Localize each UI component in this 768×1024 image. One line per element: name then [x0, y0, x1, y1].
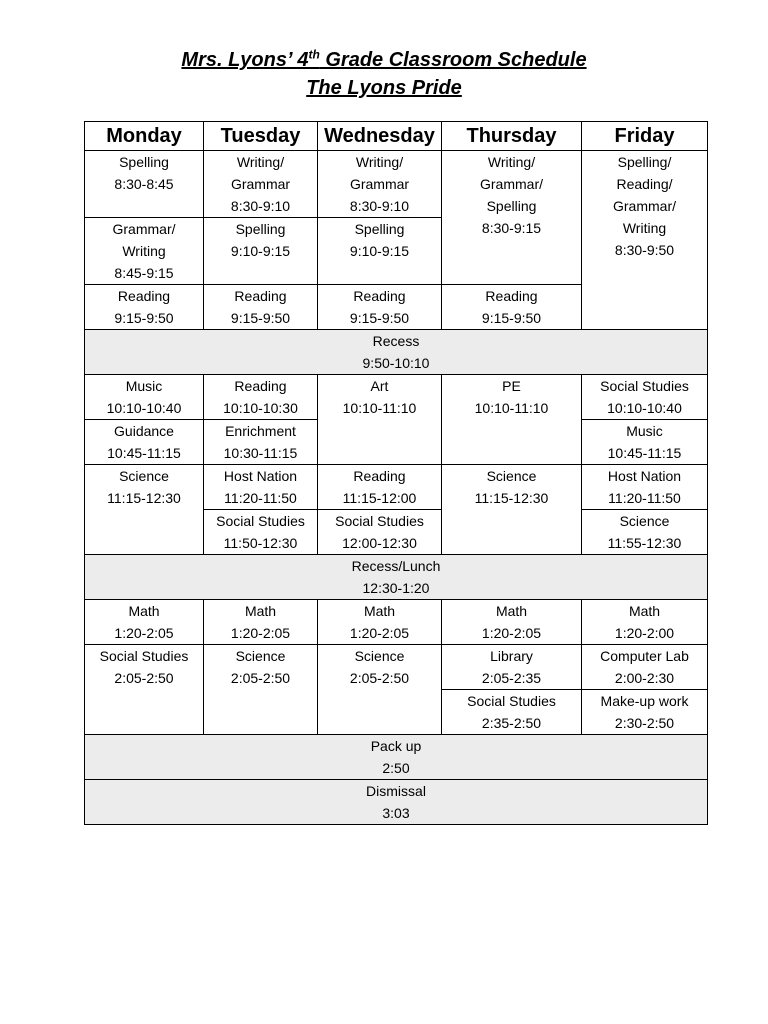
cell-text: 9:10-9:15 — [349, 243, 410, 259]
cell-text: 2:05-2:50 — [349, 670, 410, 686]
cell-text: Grammar/ — [613, 198, 676, 214]
cell-text: 11:55-12:30 — [607, 535, 682, 551]
friday-social-studies-cell — [582, 375, 708, 420]
subject-label: Social Studies — [600, 378, 689, 394]
recess-cell — [85, 330, 708, 375]
cell-text: 10:10-10:30 — [223, 400, 298, 416]
cell-text: 1:20-2:05 — [114, 625, 174, 641]
tuesday-host-nation-cell — [204, 465, 318, 510]
header-row — [85, 122, 708, 151]
subject-label: Math — [628, 603, 661, 619]
cell-text: 10:10-10:40 — [607, 400, 682, 416]
table-row — [85, 465, 708, 510]
page-subtitle: The Lyons Pride — [306, 77, 462, 99]
subject-label: Science — [354, 648, 405, 664]
thursday-reading-cell — [442, 285, 582, 330]
cell-text: 2:05-2:35 — [481, 670, 542, 686]
cell-text: 8:30-9:10 — [230, 198, 291, 214]
table-row — [85, 780, 708, 825]
thursday-library-cell — [442, 645, 582, 690]
cell-text: 12:30-1:20 — [362, 580, 430, 596]
table-row — [85, 555, 708, 600]
cell-text: 11:50-12:30 — [223, 535, 298, 551]
cell-text: Spelling — [486, 198, 537, 214]
subject-label: Social Studies — [216, 513, 305, 529]
cell-text: 11:15-12:00 — [342, 490, 417, 506]
schedule-table — [84, 121, 708, 825]
cell-text: 10:10-11:10 — [474, 400, 549, 416]
pack-up-cell — [85, 735, 708, 780]
table-row — [85, 151, 708, 218]
subject-label: Reading — [117, 288, 171, 304]
thursday-math-cell — [442, 600, 582, 645]
cell-text: 9:15-9:50 — [481, 310, 542, 326]
subject-label: Spelling — [119, 154, 169, 170]
subject-label: Reading — [485, 288, 538, 304]
subject-label: Recess — [372, 333, 420, 349]
monday-math-cell — [85, 600, 204, 645]
tuesday-social-studies-cell — [204, 510, 318, 555]
wednesday-spelling-cell — [318, 218, 442, 285]
cell-text: 9:15-9:50 — [230, 310, 291, 326]
monday-music-cell — [85, 375, 204, 420]
table-row — [85, 600, 708, 645]
cell-text: Writing — [622, 220, 667, 236]
cell-text: 2:35-2:50 — [481, 715, 542, 731]
subject-label: Reading — [353, 288, 406, 304]
friday-host-nation-cell — [582, 465, 708, 510]
wednesday-reading-midday-cell — [318, 465, 442, 510]
cell-text: 8:45-9:15 — [114, 265, 174, 281]
cell-text: 8:30-9:15 — [481, 220, 542, 236]
subject-label: Reading — [353, 468, 406, 484]
cell-text: 1:20-2:05 — [230, 625, 291, 641]
cell-text: 10:10-11:10 — [342, 400, 417, 416]
subject-label: Art — [370, 378, 389, 394]
subject-label: Computer Lab — [600, 648, 689, 664]
subject-label: Science — [619, 513, 670, 529]
subject-label: Music — [626, 423, 663, 439]
tuesday-reading-cell — [204, 285, 318, 330]
title-prefix: Mrs. Lyons’ 4 — [181, 49, 309, 71]
monday-reading-cell — [85, 285, 204, 330]
subject-label: Science — [486, 468, 537, 484]
subject-label: Writing/ — [355, 154, 404, 170]
header-wednesday: Wednesday — [318, 122, 442, 151]
subject-label: Guidance — [114, 423, 174, 439]
cell-text: 2:30-2:50 — [614, 715, 675, 731]
title-block — [0, 46, 768, 102]
subject-label: Music — [125, 378, 163, 394]
subject-label: Science — [235, 648, 286, 664]
thursday-pe-cell — [442, 375, 582, 465]
cell-text: 2:05-2:50 — [230, 670, 291, 686]
friday-science-cell — [582, 510, 708, 555]
table-row — [85, 735, 708, 780]
subject-label: Spelling/ — [617, 154, 672, 170]
cell-text: 9:10-9:15 — [230, 243, 291, 259]
cell-text: 9:15-9:50 — [349, 310, 410, 326]
monday-grammar-cell — [85, 218, 204, 285]
thursday-social-studies-cell — [442, 690, 582, 735]
table-row — [85, 330, 708, 375]
header-friday: Friday — [582, 122, 708, 151]
title-suffix: Grade Classroom Schedule — [319, 49, 587, 71]
friday-computer-lab-cell — [582, 645, 708, 690]
subject-label: Math — [244, 603, 277, 619]
tuesday-reading-morning-cell — [204, 375, 318, 420]
subject-label: Social Studies — [467, 693, 556, 709]
cell-text: Reading/ — [616, 176, 673, 192]
tuesday-science-cell — [204, 645, 318, 735]
subject-label: Host Nation — [607, 468, 682, 484]
cell-text: Grammar — [230, 176, 291, 192]
tuesday-enrichment-cell — [204, 420, 318, 465]
friday-math-cell — [582, 600, 708, 645]
wednesday-reading-cell — [318, 285, 442, 330]
cell-text: 11:15-12:30 — [107, 490, 181, 506]
subject-label: Math — [363, 603, 396, 619]
cell-text: 10:10-10:40 — [106, 400, 182, 416]
cell-text: 8:30-9:50 — [614, 242, 675, 258]
subject-label: Math — [128, 603, 160, 619]
cell-text: 11:20-11:50 — [224, 490, 297, 506]
subject-label: PE — [502, 378, 521, 394]
header-thursday: Thursday — [442, 122, 582, 151]
subject-label: Writing/ — [487, 154, 536, 170]
dismissal-cell — [85, 780, 708, 825]
wednesday-science-cell — [318, 645, 442, 735]
monday-spelling-cell — [85, 151, 204, 218]
friday-music-cell — [582, 420, 708, 465]
thursday-science-cell — [442, 465, 582, 555]
table-row — [85, 645, 708, 690]
cell-text: 3:03 — [382, 805, 410, 821]
subject-label: Grammar/ — [112, 221, 176, 237]
cell-text: 10:30-11:15 — [223, 445, 298, 461]
cell-text: 1:20-2:00 — [614, 625, 675, 641]
title-superscript: th — [308, 47, 320, 62]
wednesday-social-studies-cell — [318, 510, 442, 555]
cell-text: Writing — [122, 243, 166, 259]
cell-text: 8:30-9:10 — [349, 198, 410, 214]
subject-label: Social Studies — [335, 513, 424, 529]
subject-label: Social Studies — [99, 648, 189, 664]
wednesday-math-cell — [318, 600, 442, 645]
subject-label: Science — [119, 468, 169, 484]
wednesday-art-cell — [318, 375, 442, 465]
subject-label: Make-up work — [600, 693, 689, 709]
subject-label: Recess/Lunch — [351, 558, 441, 574]
table-row — [85, 375, 708, 420]
friday-spelling-cell — [582, 151, 708, 330]
cell-text: Grammar — [349, 176, 410, 192]
cell-text: 1:20-2:05 — [481, 625, 542, 641]
cell-text: 2:50 — [382, 760, 410, 776]
tuesday-math-cell — [204, 600, 318, 645]
subject-label: Spelling — [354, 221, 405, 237]
cell-text: 12:00-12:30 — [342, 535, 417, 551]
wednesday-writing-cell — [318, 151, 442, 218]
cell-text: 2:05-2:50 — [114, 670, 174, 686]
monday-social-studies-cell — [85, 645, 204, 735]
subject-label: Writing/ — [236, 154, 285, 170]
subject-label: Reading — [234, 288, 287, 304]
subject-label: Spelling — [235, 221, 286, 237]
cell-text: 11:15-12:30 — [474, 490, 549, 506]
cell-text: 10:45-11:15 — [107, 445, 181, 461]
header-monday: Monday — [85, 122, 204, 151]
cell-text: 8:30-8:45 — [114, 176, 174, 192]
cell-text: Grammar/ — [480, 176, 543, 192]
thursday-writing-cell — [442, 151, 582, 285]
subject-label: Library — [490, 648, 533, 664]
friday-makeup-work-cell — [582, 690, 708, 735]
tuesday-spelling-cell — [204, 218, 318, 285]
monday-guidance-cell — [85, 420, 204, 465]
subject-label: Pack up — [370, 738, 422, 754]
cell-text: 10:45-11:15 — [607, 445, 682, 461]
cell-text: 11:20-11:50 — [608, 490, 681, 506]
subject-label: Math — [495, 603, 528, 619]
cell-text: 9:50-10:10 — [362, 355, 430, 371]
cell-text: 9:15-9:50 — [114, 310, 174, 326]
header-tuesday: Tuesday — [204, 122, 318, 151]
monday-science-cell — [85, 465, 204, 555]
subject-label: Dismissal — [366, 783, 426, 799]
lunch-cell — [85, 555, 708, 600]
tuesday-writing-cell — [204, 151, 318, 218]
subject-label: Enrichment — [225, 423, 296, 439]
cell-text: 1:20-2:05 — [349, 625, 410, 641]
page-title — [0, 46, 768, 74]
subject-label: Host Nation — [223, 468, 298, 484]
subject-label: Reading — [234, 378, 287, 394]
cell-text: 2:00-2:30 — [614, 670, 675, 686]
